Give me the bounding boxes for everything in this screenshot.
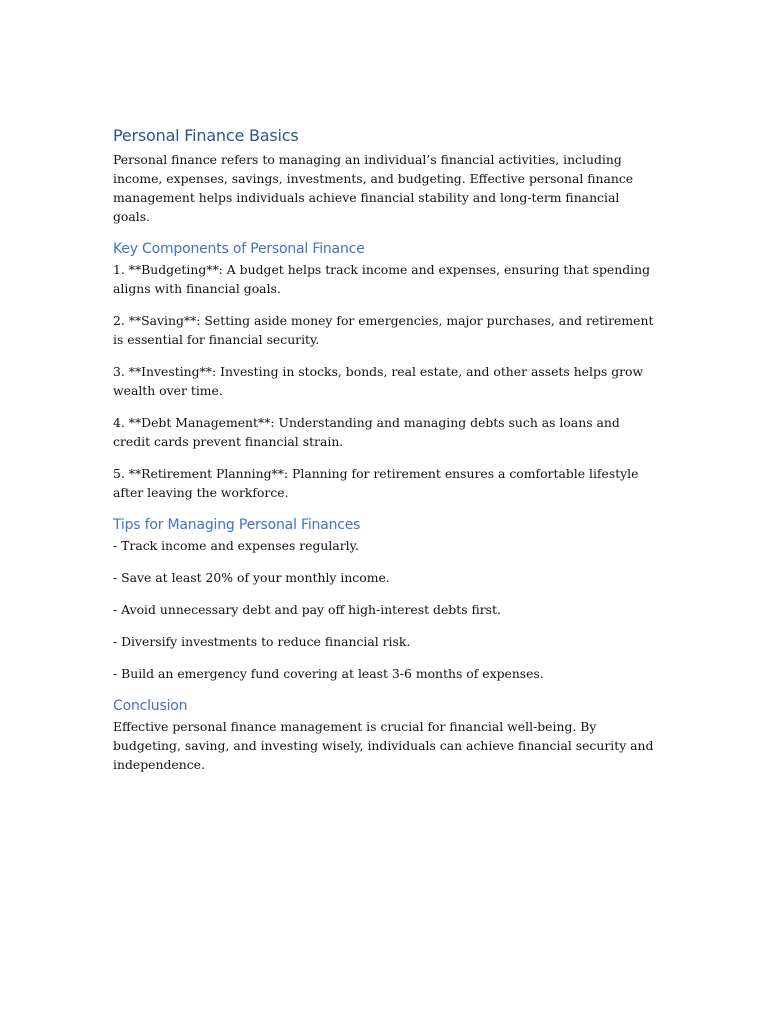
list-item: - Save at least 20% of your monthly income. <box>113 570 390 585</box>
document-page <box>113 124 658 774</box>
list-item: - Build an emergency fund covering at least 3-6 months of expenses. <box>113 666 544 681</box>
section-heading-conclusion: Conclusion <box>113 698 188 714</box>
intro-paragraph: Personal finance refers to managing an individual’s financial activities, including income, expenses, savings, investments, and budgeting. Effective personal finance management helps individuals achieve financial stability and long-term financial goals. <box>113 152 634 224</box>
list-item: 2. **Saving**: Setting aside money for emergencies, major purchases, and retirement is essential for financial security. <box>113 313 654 347</box>
document-title: Personal Finance Basics <box>113 126 299 145</box>
components-list <box>113 260 658 502</box>
section-heading-tips: Tips for Managing Personal Finances <box>113 517 361 533</box>
section-heading-components: Key Components of Personal Finance <box>113 241 365 257</box>
list-item: - Diversify investments to reduce financial risk. <box>113 634 411 649</box>
list-item: - Avoid unnecessary debt and pay off high-interest debts first. <box>113 602 501 617</box>
list-item: 5. **Retirement Planning**: Planning for retirement ensures a comfortable lifestyle after leaving the workforce. <box>113 466 639 500</box>
list-item: 3. **Investing**: Investing in stocks, bonds, real estate, and other assets helps grow wealth over time. <box>113 364 644 398</box>
list-item: 1. **Budgeting**: A budget helps track income and expenses, ensuring that spending aligns with financial goals. <box>113 262 651 296</box>
tips-list <box>113 536 658 683</box>
list-item: 4. **Debt Management**: Understanding and managing debts such as loans and credit cards prevent financial strain. <box>113 415 620 449</box>
conclusion-paragraph: Effective personal finance management is crucial for financial well-being. By budgeting, saving, and investing wisely, individuals can achieve financial security and independence. <box>113 719 654 772</box>
list-item: - Track income and expenses regularly. <box>113 538 359 553</box>
